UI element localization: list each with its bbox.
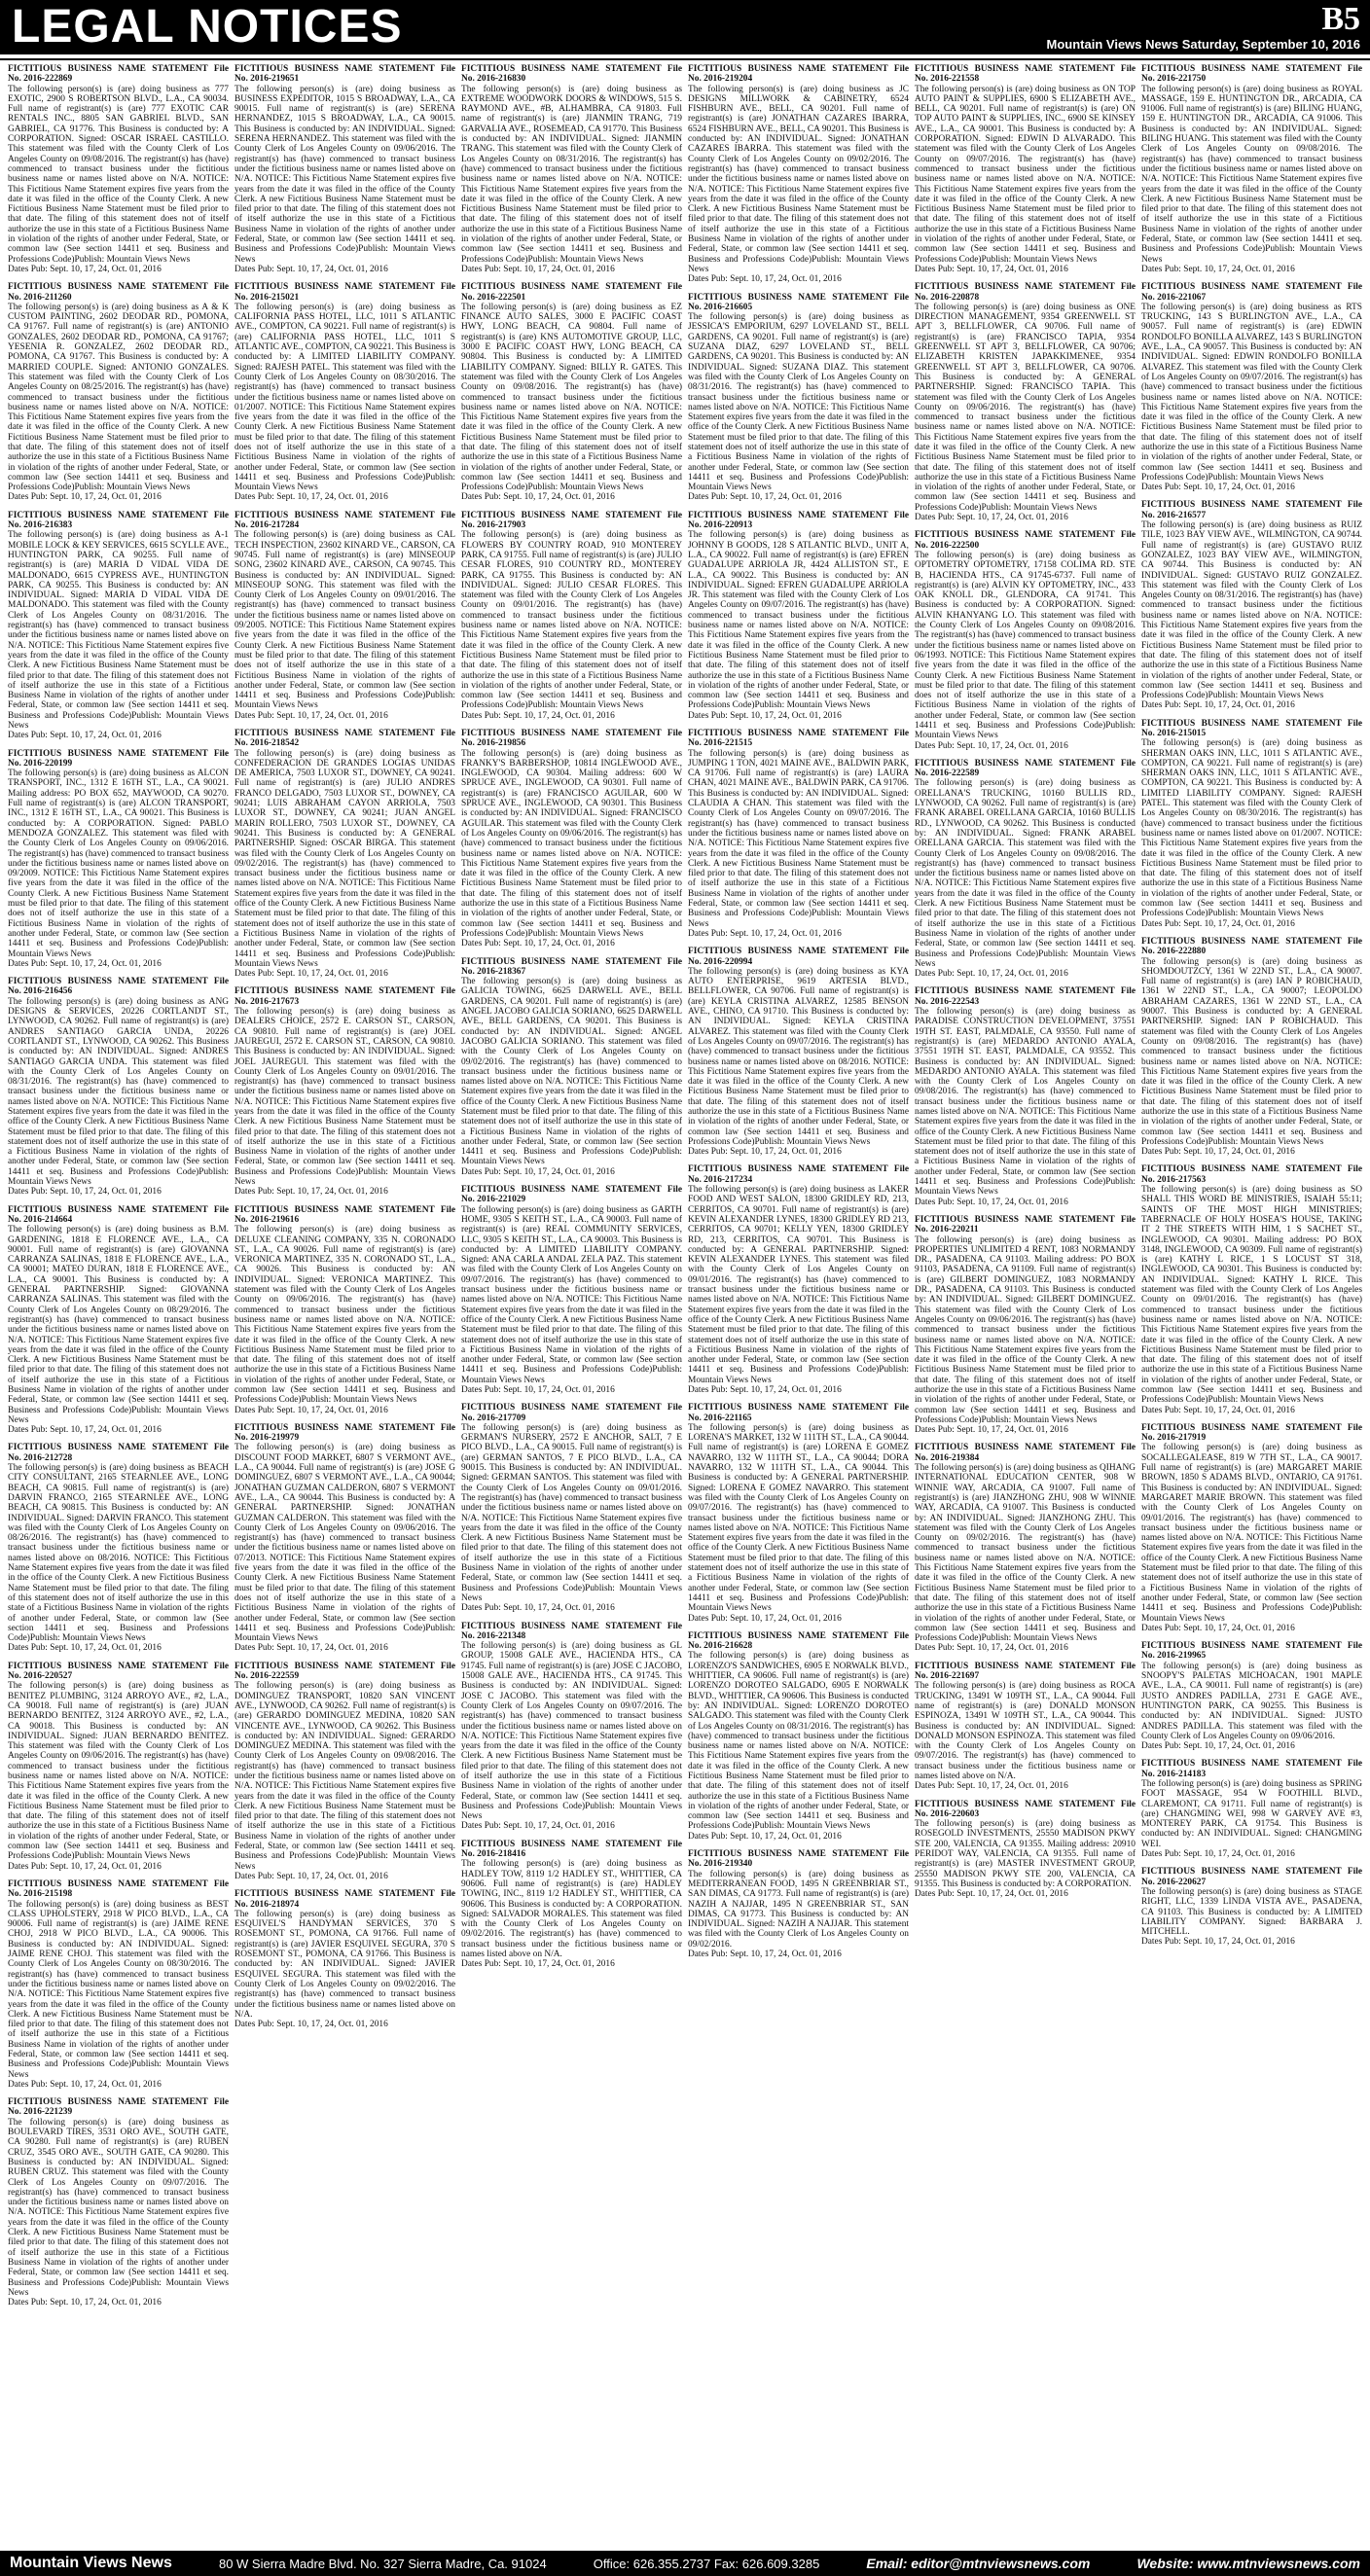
- notice-publish-dates: Dates Pub: Sept. 10, 17, 24, Oct. 01, 2016: [234, 1643, 388, 1654]
- notice-column: [461, 64, 682, 2543]
- footer-paper-name: Mountain Views News: [10, 2555, 172, 2571]
- footer-phone-fax: Office: 626.355.2737 Fax: 626.609.3285: [593, 2556, 820, 2571]
- notice-heading: FICTITIOUS BUSINESS NAME STATEMENT File No. 2016-217234: [688, 1164, 909, 1185]
- notice-publish-dates: Dates Pub: Sept. 10, 17, 24, Oct. 01, 2016: [461, 264, 615, 274]
- notice-body: The following person(s) is (are) doing business as RTS TRUCKING, 143 S BURLINGTON AVE., L.A., CA 90057. Full name of registrant(s) is (are) EDWIN RONDOLFO BONILLA ALVAREZ, 143 S BURLINGTON AVE., L.A., CA 90057. This Business is conducted by: AN INDIVIDUAL. Signed: EDWIN RONDOLFO BONILLA ALVAREZ. This statement was filed with the County Clerk of Los Angeles County on 09/07/2016. The registrant(s) has (have) commenced to transact business under the fictitious business name or names listed above on N/A. NOTICE: This Fictitious Name Statement expires five years from the date it was filed in the office of the County Clerk. A new Fictitious Business Name Statement must be filed prior to that date. The filing of this statement does not of itself authorize the use in this state of a Fictitious Business Name in violation of the rights of another under Federal, State, or common law (See section 14411 et seq. Business and Professions Code)Publish: Mountain Views News: [1141, 302, 1362, 483]
- notice-publish-dates: Dates Pub: Sept. 10, 17, 24, Oct. 01, 2016: [688, 1147, 842, 1158]
- legal-notice: [234, 1662, 455, 1882]
- notice-heading: FICTITIOUS BUSINESS NAME STATEMENT File No. 2016-217709: [461, 1403, 682, 1423]
- legal-notice: [461, 511, 682, 721]
- notice-heading: FICTITIOUS BUSINESS NAME STATEMENT File No. 2016-218416: [461, 1839, 682, 1860]
- notice-heading: FICTITIOUS BUSINESS NAME STATEMENT File No. 2016-218542: [234, 729, 455, 749]
- legal-notice: [1141, 719, 1362, 929]
- notice-heading: FICTITIOUS BUSINESS NAME STATEMENT File No. 2016-222559: [234, 1661, 455, 1682]
- notice-body: The following person(s) is (are) doing business as QIHANG INTERNATIONAL EDUCATION CENTER, 908 W WINNIE WAY, ARCADIA, CA 91007. Full name of registrant(s) is (are) JIANZHONG ZHU, 908 W WINNIE WAY, ARCADIA, CA 91007. This Business is conducted by: AN INDIVIDUAL. Signed: JIANZHONG ZHU. This statement was filed with the County Clerk of Los Angeles County on 09/02/2016. The registrant(s) has (have) commenced to transact business under the fictitious business name or names listed above on N/A. NOTICE: This Fictitious Name Statement expires five years from the date it was filed in the office of the County Clerk. A new Fictitious Business Name Statement must be filed prior to that date. The filing of this statement does not of itself authorize the use in this state of a Fictitious Business Name in violation of the rights of another under Federal, State, or common law (See section 14411 et seq. Business and Professions Code)Publish: Mountain Views News: [915, 1463, 1136, 1644]
- notice-heading: FICTITIOUS BUSINESS NAME STATEMENT File No. 2016-216383: [8, 510, 229, 531]
- legal-notice: [1141, 1641, 1362, 1751]
- legal-notice: [234, 511, 455, 721]
- notice-body: The following person(s) is (are) doing business as RUIZ TILE, 1023 BAY VIEW AVE., WILMINGTON, CA 90744. Full name of registrant(s) is (are) GUSTAVO RUIZ GONZALEZ, 1023 BAY VIEW AVE., WILMINGTON, CA 90744. This Business is conducted by: AN INDIVIDUAL. Signed: GUSTAVO RUIZ GONZALEZ. This statement was filed with the County Clerk of Los Angeles County on 08/31/2016. The registrant(s) has (have) commenced to transact business under the fictitious business name or names listed above on N/A. NOTICE: This Fictitious Name Statement expires five years from the date it was filed in the office of the County Clerk. A new Fictitious Business Name Statement must be filed prior to that date. The filing of this statement does not of itself authorize the use in this state of a Fictitious Business Name in violation of the rights of another under Federal, State, or common law (See section 14411 et seq. Business and Professions Code)Publish: Mountain Views News: [1141, 520, 1362, 701]
- masthead-rule: [0, 58, 1370, 60]
- notice-heading: FICTITIOUS BUSINESS NAME STATEMENT File No. 2016-222869: [8, 64, 229, 85]
- legal-notice: [688, 511, 909, 721]
- notice-heading: FICTITIOUS BUSINESS NAME STATEMENT File No. 2016-222543: [915, 986, 1136, 1007]
- notice-body: The following person(s) is (are) doing business as BOULEVARD TIRES, 3531 ORO AVE., SOUTH GATE, CA 90280. Full name of registrant(s) is (are) RUBEN CRUZ, 3545 ORO AVE., SOUTH GATE, CA 90280. This Business is conducted by: AN INDIVIDUAL. Signed: RUBEN CRUZ. This statement was filed with the County Clerk of Los Angeles County on 09/07/2016. The registrant(s) has (have) commenced to transact business under the fictitious business name or names listed above on N/A. NOTICE: This Fictitious Name Statement expires five years from the date it was filed in the office of the County Clerk. A new Fictitious Business Name Statement must be filed prior to that date. The filing of this statement does not of itself authorize the use in this state of a Fictitious Business Name in violation of the rights of another under Federal, State, or common law (See section 14411 et seq. Business and Professions Code)Publish: Mountain Views News: [8, 2117, 229, 2298]
- notice-column: [1141, 64, 1362, 2543]
- notice-publish-dates: Dates Pub: Sept. 10, 17, 24, Oct. 01, 2016: [915, 264, 1068, 274]
- legal-notice: [688, 729, 909, 939]
- notice-heading: FICTITIOUS BUSINESS NAME STATEMENT File No. 2016-218974: [234, 1889, 455, 1910]
- notice-body: The following person(s) is (are) doing business as FRANKY'S BARBERSHOP, 10814 INGLEWOOD AVE., INGLEWOOD, CA 90304. Mailing address: 600 W SPRUCE AVE., INGLEWOOD, CA 90301. Full name of registrant(s) is (are) FRANCISCO AGUILAR, 600 W SPRUCE AVE., INGLEWOOD, CA 90301. This Business is conducted by: AN INDIVIDUAL. Signed: FRANCISCO AGUILAR. This statement was filed with the County Clerk of Los Angeles County on 09/06/2016. The registrant(s) has (have) commenced to transact business under the fictitious business name or names listed above on N/A. NOTICE: This Fictitious Name Statement expires five years from the date it was filed in the office of the County Clerk. A new Fictitious Business Name Statement must be filed prior to that date. The filing of this statement does not of itself authorize the use in this state of a Fictitious Business Name in violation of the rights of another under Federal, State, or common law (See section 14411 et seq. Business and Professions Code)Publish: Mountain Views News: [461, 748, 682, 939]
- notice-heading: FICTITIOUS BUSINESS NAME STATEMENT File No. 2016-221029: [461, 1185, 682, 1205]
- notice-publish-dates: Dates Pub: Sept. 10, 17, 24, Oct. 01, 2016: [234, 264, 388, 274]
- notice-heading: FICTITIOUS BUSINESS NAME STATEMENT File No. 2016-221558: [915, 64, 1136, 85]
- notice-heading: FICTITIOUS BUSINESS NAME STATEMENT File No. 2016-220527: [8, 1661, 229, 1682]
- notice-heading: FICTITIOUS BUSINESS NAME STATEMENT File No. 2016-221697: [915, 1661, 1136, 1682]
- notice-publish-dates: Dates Pub: Sept. 10, 17, 24, Oct. 01, 2016: [1141, 1937, 1295, 1948]
- notice-body: The following person(s) is (are) doing business as SO SHALL THIS WORD BE MINISTRIES, ISAIAH 55:11; SAINTS OF THE MOST HIGH MINISTRIES; TABERNACLE OF HOLY HOSEA'S HOUSE, TAKING IT 2 THE STREETS WITH HIM, 1 S SACHET ST., INGLEWOOD, CA 90301. Mailing address: PO BOX 3148, INGLEWOOD, CA 90309. Full name of registrant(s) is (are) KATHY L RICE, 1 S LOCUST ST 318, INGLEWOOD, CA 90301. This Business is conducted by: AN INDIVIDUAL. Signed: KATHY L RICE. This statement was filed with the County Clerk of Los Angeles County on 09/01/2016. The registrant(s) has (have) commenced to transact business under the fictitious business name or names listed above on N/A. NOTICE: This Fictitious Name Statement expires five years from the date it was filed in the office of the County Clerk. A new Fictitious Business Name Statement must be filed prior to that date. The filing of this statement does not of itself authorize the use in this state of a Fictitious Business Name in violation of the rights of another under Federal, State, or common law (See section 14411 et seq. Business and Professions Code)Publish: Mountain Views News: [1141, 1185, 1362, 1406]
- notice-heading: FICTITIOUS BUSINESS NAME STATEMENT File No. 2016-220994: [688, 947, 909, 967]
- notice-body: The following person(s) is (are) doing business as MEDITERRANEAN FOOD, 1495 N GREENBRIAR ST., SAN DIMAS, CA 91773. Full name of registrant(s) is (are) NAZIH A NAJJAR, 1495 N GREENBRIAR ST., SAN DIMAS, CA 91773. This Business is conducted by: AN INDIVIDUAL. Signed: NAZIH A NAJJAR. This statement was filed with the County Clerk of Los Angeles County on 09/02/2016.: [688, 1869, 909, 1950]
- footer-address: 80 W Sierra Madre Blvd. No. 327 Sierra Madre, Ca. 91024: [218, 2556, 547, 2571]
- legal-notice: [461, 1622, 682, 1832]
- legal-notice: [915, 1443, 1136, 1653]
- notice-body: The following person(s) is (are) doing business as ALCON TRANSPORT, INC., 1312 E 16TH ST., L.A., CA 90021. Mailing address: PO BOX 652, MAYWOOD, CA 90270. Full name of registrant(s) is (are) ALCON TRANSPORT, INC., 1312 E 16TH ST., L.A., CA 90021. This Business is conducted by: A CORPORATION. Signed: PABLO MENDOZA GONZALEZ. This statement was filed with the County Clerk of Los Angeles County on 09/06/2016. The registrant(s) has (have) commenced to transact business under the fictitious business name or names listed above on 09/2009. NOTICE: This Fictitious Name Statement expires five years from the date it was filed in the office of the County Clerk. A new Fictitious Business Name Statement must be filed prior to that date. The filing of this statement does not of itself authorize the use in this state of a Fictitious Business Name in violation of the rights of another under Federal, State, or common law (See section 14411 et seq. Business and Professions Code)Publish: Mountain Views News: [8, 769, 229, 959]
- notice-heading: FICTITIOUS BUSINESS NAME STATEMENT File No. 2016-219616: [234, 1204, 455, 1225]
- notice-body: The following person(s) is (are) doing business as ORELLANA'S TRUCKING, 10160 BULLIS RD., LYNWOOD, CA 90262. Full name of registrant(s) is (are) FRANK ARABEL ORELLANA GARCIA, 10160 BULLIS RD., LYNWOOD, CA 90262. This Business is conducted by: AN INDIVIDUAL. Signed: FRANK ARABEL ORELLANA GARCIA. This statement was filed with the County Clerk of Los Angeles County on 09/08/2016. The registrant(s) has (have) commenced to transact business under the fictitious business name or names listed above on N/A. NOTICE: This Fictitious Name Statement expires five years from the date it was filed in the office of the County Clerk. A new Fictitious Business Name Statement must be filed prior to that date. The filing of this statement does not of itself authorize the use in this state of a Fictitious Business Name in violation of the rights of another under Federal, State, or common law (See section 14411 et seq. Business and Professions Code)Publish: Mountain Views News: [915, 778, 1136, 969]
- notice-heading: FICTITIOUS BUSINESS NAME STATEMENT File No. 2016-221067: [1141, 282, 1362, 303]
- notice-body: The following person(s) is (are) doing business as PARADISE CONSTRUCTION DEVELOPMENT, 37551 19TH ST. EAST, PALMDALE, CA 93550. Full name of registrant(s) is (are) MEDARDO ANTONIO AYALA, 37551 19TH ST. EAST, PALMDALE, CA 93552. This Business is conducted by: AN INDIVIDUAL. Signed: MEDARDO ANTONIO AYALA. This statement was filed with the County Clerk of Los Angeles County on 09/08/2016. The registrant(s) has (have) commenced to transact business under the fictitious business name or names listed above on N/A. NOTICE: This Fictitious Name Statement expires five years from the date it was filed in the office of the County Clerk. A new Fictitious Business Name Statement must be filed prior to that date. The filing of this statement does not of itself authorize the use in this state of a Fictitious Business Name in violation of the rights of another under Federal, State, or common law (See section 14411 et seq. Business and Professions Code)Publish: Mountain Views News: [915, 1007, 1136, 1198]
- notice-publish-dates: Dates Pub: Sept. 10, 17, 24, Oct. 01, 2016: [234, 1405, 388, 1415]
- notice-body: The following person(s) is (are) doing business as BUSINESS EXPEDITOR, 1015 S BROADWAY, L.A., CA 90015. Full name of registrant(s) is (are) SERENA HERNANDEZ, 1015 S BROADWAY, L.A., CA 90015. This Business is conducted by: AN INDIVIDUAL. Signed: SERENA HERNANDEZ. This statement was filed with the County Clerk of Los Angeles County on 09/06/2016. The registrant(s) has (have) commenced to transact business under the fictitious business name or names listed above on N/A. NOTICE: This Fictitious Name Statement expires five years from the date it was filed in the office of the County Clerk. A new Fictitious Business Name Statement must be filed prior to that date. The filing of this statement does not of itself authorize the use in this state of a Fictitious Business Name in violation of the rights of another under Federal, State, or common law (See section 14411 et seq. Business and Professions Code)Publish: Mountain Views News: [234, 84, 455, 265]
- notice-body: The following person(s) is (are) doing business as BENITEZ PLUMBING, 3124 ARROYO AVE., #2, L.A., CA 90018. Full name of registrant(s) is (are) JUAN BERNARDO BENITEZ, 3124 ARROYO AVE., #2, L.A., CA 90018. This Business is conducted by: AN INDIVIDUAL. Signed: JUAN BERNARDO BENITEZ. This statement was filed with the County Clerk of Los Angeles County on 09/06/2016. The registrant(s) has (have) commenced to transact business under the fictitious business name or names listed above on N/A. NOTICE: This Fictitious Name Statement expires five years from the date it was filed in the office of the County Clerk. A new Fictitious Business Name Statement must be filed prior to that date. The filing of this statement does not of itself authorize the use in this state of a Fictitious Business Name in violation of the rights of another under Federal, State, or common law (See section 14411 et seq. Business and Professions Code)Publish: Mountain Views News: [8, 1681, 229, 1862]
- notice-body: The following person(s) is (are) doing business as STAGE RIGHT, LLC, 1339 LINDA VISTA AVE., PASADENA, CA 91103. This Business is conducted by: A LIMITED LIABILITY COMPANY. Signed: BARBARA J. MITCHELL.: [1141, 1886, 1362, 1938]
- notice-body: The following person(s) is (are) doing business as ANG DESIGNS & SERVICES, 20226 CORTLANDT ST., LYNWOOD, CA 90262. Full name of registrant(s) is (are) ANDRES SANTIAGO GARCIA UNDA, 20226 CORTLANDT ST., LYNWOOD, CA 90262. This Business is conducted by: AN INDIVIDUAL. Signed: ANDRES SANTIAGO GARCIA UNDA. This statement was filed with the County Clerk of Los Angeles County on 08/31/2016. The registrant(s) has (have) commenced to transact business under the fictitious business name or names listed above on N/A. NOTICE: This Fictitious Name Statement expires five years from the date it was filed in the office of the County Clerk. A new Fictitious Business Name Statement must be filed prior to that date. The filing of this statement does not of itself authorize the use in this state of a Fictitious Business Name in violation of the rights of another under Federal, State, or common law (See section 14411 et seq. Business and Professions Code)Publish: Mountain Views News: [8, 996, 229, 1188]
- notice-publish-dates: Dates Pub: Sept. 10, 17, 24, Oct. 01, 2016: [915, 1781, 1068, 1792]
- notice-publish-dates: Dates Pub: Sept. 10, 17, 24, Oct. 01, 2016: [461, 1821, 615, 1832]
- notice-body: The following person(s) is (are) doing business as PROPERTIES UNLIMITED 4 RENT, 1083 NORMANDY DR., PASADENA, CA 91103. Mailing address: PO BOX 91103, PASADENA, CA 91109. Full name of registrant(s) is (are) GILBERT DOMINGUEZ, 1083 NORMANDY DR., PASADENA, CA 91103. This Business is conducted by: AN INDIVIDUAL. Signed: GILBERT DOMINGUEZ. This statement was filed with the County Clerk of Los Angeles County on 09/06/2016. The registrant(s) has (have) commenced to transact business under the fictitious business name or names listed above on N/A. NOTICE: This Fictitious Name Statement expires five years from the date it was filed in the office of the County Clerk. A new Fictitious Business Name Statement must be filed prior to that date. The filing of this statement does not of itself authorize the use in this state of a Fictitious Business Name in violation of the rights of another under Federal, State, or common law (See section 14411 et seq. Business and Professions Code)Publish: Mountain Views News: [915, 1234, 1136, 1425]
- notice-publish-dates: Dates Pub: Sept. 10, 17, 24, Oct. 01, 2016: [8, 958, 162, 969]
- notice-publish-dates: Dates Pub: Sept. 10, 17, 24, Oct. 01, 2016: [8, 1861, 162, 1872]
- notice-publish-dates: Dates Pub: Sept. 10, 17, 24, Oct. 01, 2016: [688, 1950, 842, 1960]
- masthead: [0, 0, 1370, 54]
- legal-notice: [8, 749, 229, 970]
- legal-notice: [8, 1443, 229, 1653]
- notice-column: [688, 64, 909, 2543]
- notice-publish-dates: Dates Pub: Sept. 10, 17, 24, Oct. 01, 2016: [234, 492, 388, 503]
- notice-publish-dates: Dates Pub: Sept. 10, 17, 24, Oct. 01, 2016: [915, 513, 1068, 523]
- notice-heading: FICTITIOUS BUSINESS NAME STATEMENT File No. 2016-221239: [8, 2097, 229, 2118]
- notice-heading: FICTITIOUS BUSINESS NAME STATEMENT File No. 2016-217919: [1141, 1422, 1362, 1444]
- notice-publish-dates: Dates Pub: Sept. 10, 17, 24, Oct. 01, 2016: [234, 1871, 388, 1881]
- notice-body: The following person(s) is (are) doing business as CALIFORNIA PASS HOTEL, LLC, 1011 S ATLANTIC AVE., COMPTON, CA 90221. Full name of registrant(s) is (are) CALIFORNIA PASS HOTEL, LLC, 1011 S ATLANTIC AVE., COMPTON, CA 90221. This Business is conducted by: A LIMITED LIABILITY COMPANY. Signed: RAJESH PATEL. This statement was filed with the County Clerk of Los Angeles County on 08/30/2016. The registrant(s) has (have) commenced to transact business under the fictitious business name or names listed above on 01/2007. NOTICE: This Fictitious Name Statement expires five years from the date it was filed in the office of the County Clerk. A new Fictitious Business Name Statement must be filed prior to that date. The filing of this statement does not of itself authorize the use in this state of a Fictitious Business Name in violation of the rights of another under Federal, State, or common law (See section 14411 et seq. Business and Professions Code)Publish: Mountain Views News: [234, 302, 455, 493]
- page-label: B5: [1321, 1, 1360, 37]
- notice-body: The following person(s) is (are) doing business as LORENA'S MARKET, 132 W 111TH ST., L.A., CA 90044. Full name of registrant(s) is (are) LORENA E GOMEZ NAVARRO, 132 W 111TH ST., L.A., CA 90044; DORA NAVARRO, 132 W 111TH ST., L.A., CA 90044. This Business is conducted by: A GENERAL PARTNERSHIP. Signed: LORENA E GOMEZ NAVARRO. This statement was filed with the County Clerk of Los Angeles County on 09/07/2016. The registrant(s) has (have) commenced to transact business under the fictitious business name or names listed above on N/A. NOTICE: This Fictitious Name Statement expires five years from the date it was filed in the office of the County Clerk. A new Fictitious Business Name Statement must be filed prior to that date. The filing of this statement does not of itself authorize the use in this state of a Fictitious Business Name in violation of the rights of another under Federal, State, or common law (See section 14411 et seq. Business and Professions Code)Publish: Mountain Views News: [688, 1422, 909, 1614]
- notice-heading: FICTITIOUS BUSINESS NAME STATEMENT File No. 2016-221750: [1141, 64, 1362, 85]
- notice-publish-dates: Dates Pub: Sept. 10, 17, 24, Oct. 01, 2016: [461, 1385, 615, 1395]
- notice-heading: FICTITIOUS BUSINESS NAME STATEMENT File No. 2016-215198: [8, 1878, 229, 1900]
- legal-notice: [8, 282, 229, 503]
- notice-body: The following person(s) is (are) doing business as ESQUIVEL'S HANDYMAN SERVICES, 370 S ROSEMONT ST., POMONA, CA 91766. Full name of registrant(s) is (are) JAVIER ESQUIVEL SEGURA, 370 S ROSEMONT ST., POMONA, CA 91766. This Business is conducted by: AN INDIVIDUAL. Signed: JAVIER ESQUIVEL SEGURA. This statement was filed with the County Clerk of Los Angeles County on 09/02/2016. The registrant(s) has (have) commenced to transact business under the fictitious business name or names listed above on N/A.: [234, 1909, 455, 2020]
- legal-notice: [688, 293, 909, 503]
- notice-publish-dates: Dates Pub: Sept. 10, 17, 24, Oct. 01, 2016: [8, 492, 162, 503]
- legal-notice: [234, 729, 455, 979]
- notice-column: [8, 64, 229, 2543]
- notice-heading: FICTITIOUS BUSINESS NAME STATEMENT File No. 2016-219340: [688, 1849, 909, 1870]
- notice-heading: FICTITIOUS BUSINESS NAME STATEMENT File No. 2016-218367: [461, 956, 682, 977]
- notice-heading: FICTITIOUS BUSINESS NAME STATEMENT File No. 2016-220211: [915, 1214, 1136, 1235]
- legal-notice: [8, 64, 229, 274]
- notice-body: The following person(s) is (are) doing business as DISCOUNT FOOD MARKET, 6807 S VERMONT AVE., L.A., CA 90044. Full name of registrant(s) is (are) JOSE G DOMINGUEZ, 6807 S VERMONT AVE., L.A., CA 90044; JONATHAN GUZMAN CALDERON, 6807 S VERMONT AVE., L.A., CA 90044. This Business is conducted by: A GENERAL PARTNERSHIP. Signed: JONATHAN GUZMAN CALDERON. This statement was filed with the County Clerk of Los Angeles County on 09/06/2016. The registrant(s) has (have) commenced to transact business under the fictitious business name or names listed above on 07/2013. NOTICE: This Fictitious Name Statement expires five years from the date it was filed in the office of the County Clerk. A new Fictitious Business Name Statement must be filed prior to that date. The filing of this statement does not of itself authorize the use in this state of a Fictitious Business Name in violation of the rights of another under Federal, State, or common law (See section 14411 et seq. Business and Professions Code)Publish: Mountain Views News: [234, 1443, 455, 1644]
- footer-website[interactable]: Website: www.mtnviewsnews.com: [1136, 2556, 1360, 2571]
- notice-heading: FICTITIOUS BUSINESS NAME STATEMENT File No. 2016-217284: [234, 510, 455, 531]
- legal-notice: [234, 64, 455, 274]
- notice-publish-dates: Dates Pub: Sept. 10, 17, 24, Oct. 01, 2016: [915, 1197, 1068, 1207]
- notice-publish-dates: Dates Pub: Sept. 10, 17, 24, Oct. 01, 2016: [1141, 483, 1295, 493]
- notice-publish-dates: Dates Pub: Sept. 10, 17, 24, Oct. 01, 2016: [1141, 1849, 1295, 1860]
- notice-heading: FICTITIOUS BUSINESS NAME STATEMENT File No. 2016-222501: [461, 282, 682, 303]
- notice-publish-dates: Dates Pub: Sept. 10, 17, 24, Oct. 01, 2016: [8, 264, 162, 274]
- notice-publish-dates: Dates Pub: Sept. 10, 17, 24, Oct. 01, 2016: [8, 1643, 162, 1654]
- notice-body: The following person(s) is (are) doing business as JOHNNY B GOODS, 128 S ATLANTIC BLVD., UNIT A, L.A., CA 90022. Full name of registrant(s) is (are) EFREN GUADALUPE ARRIOLA JR, 4424 ALLISTON ST., E L.A., CA 90022. This Business is conducted by: AN INDIVIDUAL. Signed: EFREN GUADALUPE ARRIOLA JR. This statement was filed with the County Clerk of Los Angeles County on 09/07/2016. The registrant(s) has (have) commenced to transact business under the fictitious business name or names listed above on N/A. NOTICE: This Fictitious Name Statement expires five years from the date it was filed in the office of the County Clerk. A new Fictitious Business Name Statement must be filed prior to that date. The filing of this statement does not of itself authorize the use in this state of a Fictitious Business Name in violation of the rights of another under Federal, State, or common law (See section 14411 et seq. Business and Professions Code)Publish: Mountain Views News: [688, 530, 909, 711]
- notice-publish-dates: Dates Pub: Sept. 10, 17, 24, Oct. 01, 2016: [234, 2020, 388, 2030]
- legal-notice: [1141, 1423, 1362, 1633]
- notice-heading: FICTITIOUS BUSINESS NAME STATEMENT File No. 2016-214664: [8, 1204, 229, 1225]
- notice-body: The following person(s) is (are) doing business as CAL TECH INSPECTION, 23602 KINARD VE., CARSON, CA 90745. Full name of registrant(s) is (are) MINSEOUP SONG, 23602 KINARD AVE., CARSON, CA 90745. This Business is conducted by: AN INDIVIDUAL. Signed: MINSEOUP SONG. This statement was filed with the County Clerk of Los Angeles County on 09/01/2016. The registrant(s) has (have) commenced to transact business under the fictitious business name or names listed above on 09/2005. NOTICE: This Fictitious Name Statement expires five years from the date it was filed in the office of the County Clerk. A new Fictitious Business Name Statement must be filed prior to that date. The filing of this statement does not of itself authorize the use in this state of a Fictitious Business Name in violation of the rights of another under Federal, State, or common law (See section 14411 et seq. Business and Professions Code)Publish: Mountain Views News: [234, 530, 455, 711]
- section-title: LEGAL NOTICES: [12, 1, 403, 53]
- notice-publish-dates: Dates Pub: Sept. 10, 17, 24, Oct. 01, 2016: [234, 710, 388, 721]
- notice-heading: FICTITIOUS BUSINESS NAME STATEMENT File No. 2016-216830: [461, 64, 682, 85]
- notice-publish-dates: Dates Pub: Sept. 10, 17, 24, Oct. 01, 2016: [461, 1603, 615, 1614]
- notice-publish-dates: Dates Pub: Sept. 10, 17, 24, Oct. 01, 2016: [1141, 1405, 1295, 1415]
- notice-body: The following person(s) is (are) doing business as SPRING FOOT MASSAGE, 954 W FOOTHILL BLVD., CLAREMONT, CA 91711. Full name of registrant(s) is (are) CHANGMING WEI, 998 W GARVEY AVE #3, MONTEREY PARK, CA 91754. This Business is conducted by: AN INDIVIDUAL. Signed: CHANGMING WEI.: [1141, 1778, 1362, 1849]
- legal-notice: [234, 282, 455, 503]
- notice-publish-dates: Dates Pub: Sept. 10, 17, 24, Oct. 01, 2016: [8, 731, 162, 741]
- notice-publish-dates: Dates Pub: Sept. 10, 17, 24, Oct. 01, 2016: [234, 1187, 388, 1198]
- notice-body: The following person(s) is (are) doing business as FLOWERS BY COUNTRY ROAD, 910 MONTEREY PARK, CA 91755. Full name of registrant(s) is (are) JULIO CESAR FLORES, 910 COUNTRY RD., MONTEREY PARK, CA 91755. This Business is conducted by: AN INDIVIDUAL. Signed: JULIO CESAR FLORES. This statement was filed with the County Clerk of Los Angeles County on 09/01/2016. The registrant(s) has (have) commenced to transact business under the fictitious business name or names listed above on N/A. NOTICE: This Fictitious Name Statement expires five years from the date it was filed in the office of the County Clerk. A new Fictitious Business Name Statement must be filed prior to that date. The filing of this statement does not of itself authorize the use in this state of a Fictitious Business Name in violation of the rights of another under Federal, State, or common law (See section 14411 et seq. Business and Professions Code)Publish: Mountain Views News: [461, 530, 682, 711]
- legal-notice: [915, 530, 1136, 751]
- notice-body: The following person(s) is (are) doing business as DOMINGUEZ TRANSPORT, 10820 SAN VINCENT AVE., LYNWOOD, CA 90262. Full name of registrant(s) is (are) GERARDO DOMINGUEZ MEDINA, 10820 SAN VINCENTE AVE., LYNWOOD, CA 90262. This Business is conducted by: AN INDIVIDUAL. Signed: GERARDO DOMINGUEZ MEDINA. This statement was filed with the County Clerk of Los Angeles County on 09/08/2016. The registrant(s) has (have) commenced to transact business under the fictitious business name or names listed above on N/A. NOTICE: This Fictitious Name Statement expires five years from the date it was filed in the office of the County Clerk. A new Fictitious Business Name Statement must be filed prior to that date. The filing of this statement does not of itself authorize the use in this state of a Fictitious Business Name in violation of the rights of another under Federal, State, or common law (See section 14411 et seq. Business and Professions Code)Publish: Mountain Views News: [234, 1681, 455, 1872]
- legal-notice: [915, 1215, 1136, 1436]
- legal-notice: [1141, 64, 1362, 274]
- notice-publish-dates: Dates Pub: Sept. 10, 17, 24, Oct. 01, 2016: [1141, 1147, 1295, 1158]
- legal-notice: [1141, 500, 1362, 710]
- notice-body: The following person(s) is (are) doing business as SOCALLEGALEASE, 819 W 7TH ST., L.A., CA 90017. Full name of registrant(s) is (are) MARGARET MARIE BROWN, 1850 S ADAMS BLVD., ONTARIO, CA 91761. This Business is conducted by: AN INDIVIDUAL. Signed: MARGARET MARIE BROWN. This statement was filed with the County Clerk of Los Angeles County on 09/01/2016. The registrant(s) has (have) commenced to transact business under the fictitious business name or names listed above on N/A. NOTICE: This Fictitious Name Statement expires five years from the date it was filed in the office of the County Clerk. A new Fictitious Business Name Statement must be filed prior to that date. The filing of this statement does not of itself authorize the use in this state of a Fictitious Business Name in violation of the rights of another under Federal, State, or common law (See section 14411 et seq. Business and Professions Code)Publish: Mountain Views News: [1141, 1443, 1362, 1624]
- notice-heading: FICTITIOUS BUSINESS NAME STATEMENT File No. 2016-216456: [8, 977, 229, 997]
- notice-heading: FICTITIOUS BUSINESS NAME STATEMENT File No. 2016-219965: [1141, 1641, 1362, 1662]
- legal-notice: [8, 2097, 229, 2308]
- notice-body: The following person(s) is (are) doing business as LAKER FOOD AND WEST SALON, 18300 GRIDLEY RD, 213, CERRITOS, CA 90701. Full name of registrant(s) is (are) KEVIN ALEXANDER LYNES, 18300 GRIDLEY RD 213, CERRITOS, CA 90701; KELLY YEN, 18300 GRIDLEY RD, 213, CERRITOS, CA 90701. This Business is conducted by: A GENERAL PARTNERSHIP. Signed: KEVIN ALEXANDER LYNES. This statement was filed with the County Clerk of Los Angeles County on 09/01/2016. The registrant(s) has (have) commenced to transact business under the fictitious business name or names listed above on N/A. NOTICE: This Fictitious Name Statement expires five years from the date it was filed in the office of the County Clerk. A new Fictitious Business Name Statement must be filed prior to that date. The filing of this statement does not of itself authorize the use in this state of a Fictitious Business Name in violation of the rights of another under Federal, State, or common law (See section 14411 et seq. Business and Professions Code)Publish: Mountain Views News: [688, 1185, 909, 1385]
- notice-body: The following person(s) is (are) doing business as GL GROUP, 15008 GALE AVE., HACIENDA HTS., CA 91745. Full name of registrant(s) is (are) JOSE C JACOBO, 15008 GALE AVE., HACIENDA HTS., CA 91745. This Business is conducted by: AN INDIVIDUAL. Signed: JOSE C JACOBO. This statement was filed with the County Clerk of Los Angeles County on 09/07/2016. The registrant(s) has (have) commenced to transact business under the fictitious business name or names listed above on N/A. NOTICE: This Fictitious Name Statement expires five years from the date it was filed in the office of the County Clerk. A new Fictitious Business Name Statement must be filed prior to that date. The filing of this statement does not of itself authorize the use in this state of a Fictitious Business Name in violation of the rights of another under Federal, State, or common law (See section 14411 et seq. Business and Professions Code)Publish: Mountain Views News: [461, 1641, 682, 1822]
- notice-body: The following person(s) is (are) doing business as CONFEDERACION DE GRANDES LOGIAS UNIDAS DE AMERICA, 7503 LUXOR ST., DOWNEY, CA 90241. Full name of registrant(s) is (are) JULIO ANDRES FRANCO DELGADO, 7503 LUXOR ST., DOWNEY, CA 90241; LUIS ABRAHAM CAYON ARRIOLA, 7503 LUXOR ST., DOWNEY, CA 90241; JUAN ANGEL MARIN ROLLERO, 7503 LUXOR ST., DOWNEY, CA 90241. This Business is conducted by: A GENERAL PARTNERSHIP. Signed: OSCAR BIRGA. This statement was filed with the County Clerk of Los Angeles County on 09/02/2016. The registrant(s) has (have) commenced to transact business under the fictitious business name or names listed above on N/A. NOTICE: This Fictitious Name Statement expires five years from the date it was filed in the office of the County Clerk. A new Fictitious Business Name Statement must be filed prior to that date. The filing of this statement does not of itself authorize the use in this state of a Fictitious Business Name in violation of the rights of another under Federal, State, or common law (See section 14411 et seq. Business and Professions Code)Publish: Mountain Views News: [234, 748, 455, 969]
- notice-publish-dates: Dates Pub: Sept. 10, 17, 24, Oct. 01, 2016: [915, 740, 1068, 751]
- notice-body: The following person(s) is (are) doing business as HADLEY TOW, 8119 1/2 HADLEY ST., WHITTIER, CA 90606. Full name of registrant(s) is (are) HADLEY TOWING, INC., 8119 1/2 HADLEY ST., WHITTIER, CA 90606. This Business is conducted by: A CORPORATION. Signed: SALVADOR MORALES. This statement was filed with the County Clerk of Los Angeles County on 09/02/2016. The registrant(s) has (have) commenced to transact business under the fictitious business name or names listed above on N/A.: [461, 1859, 682, 1960]
- notice-heading: FICTITIOUS BUSINESS NAME STATEMENT File No. 2016-220878: [915, 282, 1136, 303]
- notice-body: The following person(s) is (are) doing business as DELUXE CLEANING COMPANY, 335 N. CORONADO ST., L.A., CA 90026. Full name of registrant(s) is (are) VERONICA MARTINEZ, 335 N. CORONADO ST., L.A., CA 90026. This Business is conducted by: AN INDIVIDUAL. Signed: VERONICA MARTINEZ. This statement was filed with the County Clerk of Los Angeles County on 09/06/2016. The registrant(s) has (have) commenced to transact business under the fictitious business name or names listed above on N/A. NOTICE: This Fictitious Name Statement expires five years from the date it was filed in the office of the County Clerk. A new Fictitious Business Name Statement must be filed prior to that date. The filing of this statement does not of itself authorize the use in this state of a Fictitious Business Name in violation of the rights of another under Federal, State, or common law (See section 14411 et seq. Business and Professions Code)Publish: Mountain Views News: [234, 1225, 455, 1406]
- legal-notice: [1141, 937, 1362, 1158]
- legal-notice: [234, 1423, 455, 1654]
- legal-notice: [1141, 1164, 1362, 1414]
- legal-notice: [8, 1879, 229, 2090]
- notice-heading: FICTITIOUS BUSINESS NAME STATEMENT File No. 2016-211260: [8, 282, 229, 303]
- notice-body: The following person(s) is (are) doing business as ON TOP AUTO PAINT & SUPPLIES, 6900 S ELIZABETH AVE., BELL, CA 90201. Full name of registrant(s) is (are) ON TOP AUTO PAINT & SUPPLIES, INC., 6900 SE KINSEY AVE., L.A., CA 90001. This Business is conducted by: A CORPORATION. Signed: EDWIN D ALVARADO. This statement was filed with the County Clerk of Los Angeles County on 09/07/2016. The registrant(s) has (have) commenced to transact business under the fictitious business name or names listed above on N/A. NOTICE: This Fictitious Name Statement expires five years from the date it was filed in the office of the County Clerk. A new Fictitious Business Name Statement must be filed prior to that date. The filing of this statement does not of itself authorize the use in this state of a Fictitious Business Name in violation of the rights of another under Federal, State, or common law (See section 14411 et seq. Business and Professions Code)Publish: Mountain Views News: [915, 84, 1136, 265]
- notice-heading: FICTITIOUS BUSINESS NAME STATEMENT File No. 2016-215021: [234, 282, 455, 303]
- notice-heading: FICTITIOUS BUSINESS NAME STATEMENT File No. 2016-219856: [461, 729, 682, 749]
- notice-body: The following person(s) is (are) doing business as B.M. GARDENING, 1818 E FLORENCE AVE., L.A., CA 90001. Full name of registrant(s) is (are) GIOVANNA CARRANZA SALINAS, 1818 E FLORENCE AVE., L.A., CA 90001; MATEO DURAN, 1818 E FLORENCE AVE., L.A., CA 90001. This Business is conducted by: A GENERAL PARTNERSHIP. Signed: GIOVANNA CARRANZA SALINAS. This statement was filed with the County Clerk of Los Angeles County on 08/29/2016. The registrant(s) has (have) commenced to transact business under the fictitious business name or names listed above on N/A. NOTICE: This Fictitious Name Statement expires five years from the date it was filed in the office of the County Clerk. A new Fictitious Business Name Statement must be filed prior to that date. The filing of this statement does not of itself authorize the use in this state of a Fictitious Business Name in violation of the rights of another under Federal, State, or common law (See section 14411 et seq. Business and Professions Code)Publish: Mountain Views News: [8, 1225, 229, 1425]
- notice-columns: [8, 64, 1362, 2543]
- legal-notice: [1141, 1867, 1362, 1947]
- notice-publish-dates: Dates Pub: Sept. 10, 17, 24, Oct. 01, 2016: [461, 939, 615, 949]
- notice-publish-dates: Dates Pub: Sept. 10, 17, 24, Oct. 01, 2016: [688, 492, 842, 503]
- legal-notice: [234, 1205, 455, 1415]
- notice-body: The following person(s) is (are) doing business as DEALERS CHOICE, 2572 E. CARSON ST., CARSON, CA 90810. Full name of registrant(s) is (are) JOEL JAUREGUI, 2572 E. CARSON ST., CARSON, CA 90810. This Business is conducted by: AN INDIVIDUAL. Signed: JOEL JAUREGUI. This statement was filed with the County Clerk of Los Angeles County on 09/01/2016. The registrant(s) has (have) commenced to transact business under the fictitious business name or names listed above on N/A. NOTICE: This Fictitious Name Statement expires five years from the date it was filed in the office of the County Clerk. A new Fictitious Business Name Statement must be filed prior to that date. The filing of this statement does not of itself authorize the use in this state of a Fictitious Business Name in violation of the rights of another under Federal, State, or common law (See section 14411 et seq. Business and Professions Code)Publish: Mountain Views News: [234, 1007, 455, 1188]
- notice-heading: FICTITIOUS BUSINESS NAME STATEMENT File No. 2016-214183: [1141, 1759, 1362, 1779]
- notice-body: The following person(s) is (are) doing business as SNOOPY'S PALETAS MICHOACAN, 1901 MAPLE AVE., L.A., CA 90011. Full name of registrant(s) is (are) JUSTO ANDRES PADILLA, 2731 E GAGE AVE., HUNTINGTON PARK, CA 90255. This Business is conducted by: AN INDIVIDUAL. Signed: JUSTO ANDRES PADILLA. This statement was filed with the County Clerk of Los Angeles County on 09/06/2016.: [1141, 1661, 1362, 1741]
- notice-publish-dates: Dates Pub: Sept. 10, 17, 24, Oct. 01, 2016: [234, 969, 388, 980]
- notice-body: The following person(s) is (are) doing business as GARTH HOME, 9305 S KEITH ST., L.A., CA 90003. Full name of registrant(s) is (are) REAL COMMUNITY SERVICES, LLC, 9305 S KEITH ST., L.A., CA 90003. This Business is conducted by: A LIMITED LIABILITY COMPANY. Signed: ANA CARLA ANDAL ZELA PAZ. This statement was filed with the County Clerk of Los Angeles County on 09/07/2016. The registrant(s) has (have) commenced to transact business under the fictitious business name or names listed above on N/A. NOTICE: This Fictitious Name Statement expires five years from the date it was filed in the office of the County Clerk. A new Fictitious Business Name Statement must be filed prior to that date. The filing of this statement does not of itself authorize the use in this state of a Fictitious Business Name in violation of the rights of another under Federal, State, or common law (See section 14411 et seq. Business and Professions Code)Publish: Mountain Views News: [461, 1204, 682, 1385]
- notice-publish-dates: Dates Pub: Sept. 10, 17, 24, Oct. 01, 2016: [8, 1425, 162, 1436]
- legal-notice: [915, 64, 1136, 274]
- notice-publish-dates: Dates Pub: Sept. 10, 17, 24, Oct. 01, 2016: [915, 969, 1068, 980]
- notice-publish-dates: Dates Pub: Sept. 10, 17, 24, Oct. 01, 2016: [688, 274, 842, 285]
- legal-notice: [461, 64, 682, 274]
- notice-heading: FICTITIOUS BUSINESS NAME STATEMENT File No. 2016-216605: [688, 292, 909, 312]
- legal-notice: [461, 1840, 682, 1970]
- notice-body: The following person(s) is (are) doing business as ROSEGOLD INVESTMENTS, 25550 MADISON PKWY STE 200, VALENCIA, CA 91355. Mailing address: 20910 PERIDOT WAY, VALENCIA, CA 91355. Full name of registrant(s) is (are) MASTER INVESTMENT GROUP, 25550 MADISON PKWY STE 200, VALENCIA, CA 91355. This Business is conducted by: A CORPORATION.: [915, 1819, 1136, 1889]
- legal-notice: [688, 947, 909, 1157]
- legal-notice: [461, 729, 682, 949]
- legal-notice: [8, 1205, 229, 1436]
- notice-heading: FICTITIOUS BUSINESS NAME STATEMENT File No. 2016-221515: [688, 729, 909, 749]
- legal-notice: [688, 1403, 909, 1624]
- notice-publish-dates: Dates Pub: Sept. 10, 17, 24, Oct. 01, 2016: [461, 1166, 615, 1177]
- legal-notice: [461, 1403, 682, 1613]
- notice-heading: FICTITIOUS BUSINESS NAME STATEMENT File No. 2016-217673: [234, 986, 455, 1007]
- notice-heading: FICTITIOUS BUSINESS NAME STATEMENT File No. 2016-221348: [461, 1621, 682, 1641]
- notice-body: The following person(s) is (are) doing business as LORENZO'S SANDWICHES, 6905 E NORWALK BLVD., WHITTIER, CA 90606. Full name of registrant(s) is (are) LORENZO DOROTEO SALGADO, 6905 E NORWALK BLVD., WHITTIER, CA 90606. This Business is conducted by: AN INDIVIDUAL. Signed: LORENZO DOROTEO SALGADO. This statement was filed with the County Clerk of Los Angeles County on 08/31/2016. The registrant(s) has (have) commenced to transact business under the fictitious business name or names listed above on N/A. NOTICE: This Fictitious Name Statement expires five years from the date it was filed in the office of the County Clerk. A new Fictitious Business Name Statement must be filed prior to that date. The filing of this statement does not of itself authorize the use in this state of a Fictitious Business Name in violation of the rights of another under Federal, State, or common law (See section 14411 et seq. Business and Professions Code)Publish: Mountain Views News: [688, 1651, 909, 1832]
- notice-heading: FICTITIOUS BUSINESS NAME STATEMENT File No. 2016-221165: [688, 1403, 909, 1423]
- footer-email[interactable]: Email: editor@mtnviewsnews.com: [866, 2556, 1091, 2571]
- notice-publish-dates: Dates Pub: Sept. 10, 17, 24, Oct. 01, 2016: [8, 1187, 162, 1198]
- notice-heading: FICTITIOUS BUSINESS NAME STATEMENT File No. 2016-219384: [915, 1443, 1136, 1463]
- notice-body: The following person(s) is (are) doing business as BEACH CITY CONSULTANT, 2165 STEARNLEE AVE., LONG BEACH, CA 90815. Full name of registrant(s) is (are) DARVIN FRANCO, 2165 STEARNLEE AVE., LONG BEACH, CA 90815. This Business is conducted by: AN INDIVIDUAL. Signed: DARVIN FRANCO. This statement was filed with the County Clerk of Los Angeles County on 08/26/2016. The registrant(s) has (have) commenced to transact business under the fictitious business name or names listed above on 08/2016. NOTICE: This Fictitious Name Statement expires five years from the date it was filed in the office of the County Clerk. A new Fictitious Business Name Statement must be filed prior to that date. The filing of this statement does not of itself authorize the use in this state of a Fictitious Business Name in violation of the rights of another under Federal, State, or common law (See section 14411 et seq. Business and Professions Code)Publish: Mountain Views News: [8, 1463, 229, 1644]
- notice-heading: FICTITIOUS BUSINESS NAME STATEMENT File No. 2016-219651: [234, 64, 455, 85]
- notice-body: The following person(s) is (are) doing business as GALICIA TOWING, 6625 DARWELL AVE., BELL GARDENS, CA 90201. Full name of registrant(s) is (are) ANGEL JACOBO GALICIA SORIANO, 6625 DARWELL AVE., BELL GARDENS, CA 90201. This Business is conducted by: AN INDIVIDUAL. Signed: ANGEL JACOBO GALICIA SORIANO. This statement was filed with the County Clerk of Los Angeles County on 09/02/2016. The registrant(s) has (have) commenced to transact business under the fictitious business name or names listed above on N/A. NOTICE: This Fictitious Name Statement expires five years from the date it was filed in the office of the County Clerk. A new Fictitious Business Name Statement must be filed prior to that date. The filing of this statement does not of itself authorize the use in this state of a Fictitious Business Name in violation of the rights of another under Federal, State, or common law (See section 14411 et seq. Business and Professions Code)Publish: Mountain Views News: [461, 977, 682, 1167]
- notice-body: The following person(s) is (are) doing business as OPTOMETRY OPTOMETRY, 17158 COLIMA RD. STE B, HACIENDA HTS., CA 91745-6737. Full name of registrant(s) is (are) ALVIN KY OPTOMETRY, INC., 433 OAK KNOLL DR., GLENDORA, CA 91741. This Business is conducted by: A CORPORATION. Signed: ALVIN KHANYANG LO. This statement was filed with the County Clerk of Los Angeles County on 09/08/2016. The registrant(s) has (have) commenced to transact business under the fictitious business name or names listed above on 06/1993. NOTICE: This Fictitious Name Statement expires five years from the date it was filed in the office of the County Clerk. A new Fictitious Business Name Statement must be filed prior to that date. The filing of this statement does not of itself authorize the use in this state of a Fictitious Business Name in violation of the rights of another under Federal, State, or common law (See section 14411 et seq. Business and Professions Code)Publish: Mountain Views News: [915, 550, 1136, 741]
- notice-publish-dates: Dates Pub: Sept. 10, 17, 24, Oct. 01, 2016: [688, 1385, 842, 1395]
- notice-body: The following person(s) is (are) doing business as KYA AUTO ENTERPRISE, 9619 ARTESIA BLVD., BELLFLOWER, CA 90706. Full name of registrant(s) is (are) KEYLA CRISTINA ALVAREZ, 12585 BENSON AVE., CHINO, CA 91710. This Business is conducted by: AN INDIVIDUAL. Signed: KEYLA CRISTINA ALVAREZ. This statement was filed with the County Clerk of Los Angeles County on 09/07/2016. The registrant(s) has (have) commenced to transact business under the fictitious business name or names listed above on 08/2016. NOTICE: This Fictitious Name Statement expires five years from the date it was filed in the office of the County Clerk. A new Fictitious Business Name Statement must be filed prior to that date. The filing of this statement does not of itself authorize the use in this state of a Fictitious Business Name in violation of the rights of another under Federal, State, or common law (See section 14411 et seq. Business and Professions Code)Publish: Mountain Views News: [688, 966, 909, 1147]
- notice-publish-dates: Dates Pub: Sept. 10, 17, 24, Oct. 01, 2016: [1141, 700, 1295, 711]
- notice-body: The following person(s) is (are) doing business as EZ FINANCE AUTO SALES, 3000 E PACIFIC COAST HWY, LONG BEACH, CA 90804. Full name of registrant(s) is (are) KNS AUTOMOTIVE GROUP, LLC, 3000 E PACIFIC COAST HWY, LONG BEACH, CA 90804. This Business is conducted by: A LIMITED LIABILITY COMPANY. Signed: BILLY R. GATES. This statement was filed with the County Clerk of Los Angeles County on 09/08/2016. The registrant(s) has (have) commenced to transact business under the fictitious business name or names listed above on N/A. NOTICE: This Fictitious Name Statement expires five years from the date it was filed in the office of the County Clerk. A new Fictitious Business Name Statement must be filed prior to that date. The filing of this statement does not of itself authorize the use in this state of a Fictitious Business Name in violation of the rights of another under Federal, State, or common law (See section 14411 et seq. Business and Professions Code)Publish: Mountain Views News: [461, 302, 682, 493]
- legal-notice: [1141, 1759, 1362, 1859]
- notice-heading: FICTITIOUS BUSINESS NAME STATEMENT File No. 2016-219204: [688, 64, 909, 85]
- notice-column: [234, 64, 455, 2543]
- notice-heading: FICTITIOUS BUSINESS NAME STATEMENT File No. 2016-220627: [1141, 1867, 1362, 1887]
- notice-heading: FICTITIOUS BUSINESS NAME STATEMENT File No. 2016-220603: [915, 1799, 1136, 1819]
- notice-body: The following person(s) is (are) doing business as JC DESIGNS MILLWORK & CABINETRY, 6524 FISHBURN AVE., BELL, CA 90201. Full name of registrant(s) is (are) JONATHAN CAZARES IBARRA, 6524 FISHBURN AVE., BELL, CA 90201. This Business is conducted by: AN INDIVIDUAL. Signed: JONATHAN CAZARES IBARRA. This statement was filed with the County Clerk of Los Angeles County on 09/02/2016. The registrant(s) has (have) commenced to transact business under the fictitious business name or names listed above on N/A. NOTICE: This Fictitious Name Statement expires five years from the date it was filed in the office of the County Clerk. A new Fictitious Business Name Statement must be filed prior to that date. The filing of this statement does not of itself authorize the use in this state of a Fictitious Business Name in violation of the rights of another under Federal, State, or common law (See section 14411 et seq. Business and Professions Code)Publish: Mountain Views News: [688, 84, 909, 274]
- dateline: Mountain Views News Saturday, September 10, 2016: [1046, 37, 1360, 52]
- notice-body: The following person(s) is (are) doing business as SHERMAN OAKS INN, LLC, 1011 S ATLANTIC AVE., COMPTON, CA 90221. Full name of registrant(s) is (are) SHERMAN OAKS INN, LLC, 1011 S ATLANTIC AVE., COMPTON, CA 90221. This Business is conducted by: A LIMITED LIABILITY COMPANY. Signed: RAJESH PATEL. This statement was filed with the County Clerk of Los Angeles County on 08/30/2016. The registrant(s) has (have) commenced to transact business under the fictitious business name or names listed above on 01/2007. NOTICE: This Fictitious Name Statement expires five years from the date it was filed in the office of the County Clerk. A new Fictitious Business Name Statement must be filed prior to that date. The filing of this statement does not of itself authorize the use in this state of a Fictitious Business Name in violation of the rights of another under Federal, State, or common law (See section 14411 et seq. Business and Professions Code)Publish: Mountain Views News: [1141, 738, 1362, 919]
- legal-notice: [8, 1662, 229, 1872]
- footer: [0, 2551, 1370, 2576]
- notice-publish-dates: Dates Pub: Sept. 10, 17, 24, Oct. 01, 2016: [8, 2079, 162, 2090]
- legal-notice: [915, 282, 1136, 522]
- legal-notice: [915, 1662, 1136, 1792]
- notice-body: The following person(s) is (are) doing business as EXTREME WOODWORK DOORS & WINDOWS, 515 S. RAYMOND AVE., #B, ALHAMBRA, CA 91803. Full name of registrant(s) is (are) JIANMIN TRANG, 719 GARVALIA AVE., ROSEMEAD, CA 91770. This Business is conducted by: AN INDIVIDUAL. Signed: JIANMIN TRANG. This statement was filed with the County Clerk of Los Angeles County on 08/31/2016. The registrant(s) has (have) commenced to transact business under the fictitious business name or names listed above on N/A. NOTICE: This Fictitious Name Statement expires five years from the date it was filed in the office of the County Clerk. A new Fictitious Business Name Statement must be filed prior to that date. The filing of this statement does not of itself authorize the use in this state of a Fictitious Business Name in violation of the rights of another under Federal, State, or common law (See section 14411 et seq. Business and Professions Code)Publish: Mountain Views News: [461, 84, 682, 265]
- notice-body: The following person(s) is (are) doing business as SHOMDOUTZCY, 1361 W 22ND ST., L.A., CA 90007. Full name of registrant(s) is (are) IAN P ROBICHAUD, 1361 W 22ND ST., L.A., CA 90007; LEOPOLDO ABRAHAM CAZARES, 1361 W 22ND ST., L.A., CA 90007. This Business is conducted by: A GENERAL PARTNERSHIP. Signed: IAN P ROBICHAUD. This statement was filed with the County Clerk of Los Angeles County on 09/08/2016. The registrant(s) has (have) commenced to transact business under the fictitious business name or names listed above on N/A. NOTICE: This Fictitious Name Statement expires five years from the date it was filed in the office of the County Clerk. A new Fictitious Business Name Statement must be filed prior to that date. The filing of this statement does not of itself authorize the use in this state of a Fictitious Business Name in violation of the rights of another under Federal, State, or common law (See section 14411 et seq. Business and Professions Code)Publish: Mountain Views News: [1141, 956, 1362, 1147]
- notice-publish-dates: Dates Pub: Sept. 10, 17, 24, Oct. 01, 2016: [915, 1643, 1068, 1654]
- notice-column: [915, 64, 1136, 2543]
- notice-body: The following person(s) is (are) doing business as JESSICA'S EMPORIUM, 6297 LOVELAND ST., BELL GARDENS, CA 90201. Full name of registrant(s) is (are) SUZANA DIAZ, 6297 LOVELAND ST., BELL GARDENS, CA 90201. This Business is conducted by: AN INDIVIDUAL. Signed: SUZANA DIAZ. This statement was filed with the County Clerk of Los Angeles County on 08/31/2016. The registrant(s) has (have) commenced to transact business under the fictitious business name or names listed above on N/A. NOTICE: This Fictitious Name Statement expires five years from the date it was filed in the office of the County Clerk. A new Fictitious Business Name Statement must be filed prior to that date. The filing of this statement does not of itself authorize the use in this state of a Fictitious Business Name in violation of the rights of another under Federal, State, or common law (See section 14411 et seq. Business and Professions Code)Publish: Mountain Views News: [688, 312, 909, 493]
- notice-publish-dates: Dates Pub: Sept. 10, 17, 24, Oct. 01, 2016: [461, 492, 615, 503]
- legal-notice: [461, 282, 682, 503]
- notice-publish-dates: Dates Pub: Sept. 10, 17, 24, Oct. 01, 2016: [1141, 1741, 1295, 1752]
- notice-body: The following person(s) is (are) doing business as ROYAL MASSAGE, 159 E. HUNTINGTON DR., ARCADIA, CA 91006. Full name of registrant(s) is (are) BILING HUANG, 159 E. HUNTINGTON DR., ARCADIA, CA 91006. This Business is conducted by: AN INDIVIDUAL. Signed: BILING HUANG. This statement was filed with the County Clerk of Los Angeles County on 09/08/2016. The registrant(s) has (have) commenced to transact business under the fictitious business name or names listed above on N/A. NOTICE: This Fictitious Name Statement expires five years from the date it was filed in the office of the County Clerk. A new Fictitious Business Name Statement must be filed prior to that date. The filing of this statement does not of itself authorize the use in this state of a Fictitious Business Name in violation of the rights of another under Federal, State, or common law (See section 14411 et seq. Business and Professions Code)Publish: Mountain Views News: [1141, 84, 1362, 265]
- legal-notice: [915, 1800, 1136, 1900]
- notice-publish-dates: Dates Pub: Sept. 10, 17, 24, Oct. 01, 2016: [688, 1831, 842, 1842]
- notice-heading: FICTITIOUS BUSINESS NAME STATEMENT File No. 2016-220199: [8, 748, 229, 769]
- notice-body: The following person(s) is (are) doing business as JUMPING 1 TON, 4021 MAINE AVE., BALDWIN PARK, CA 91706. Full name of registrant(s) is (are) LAURA CHAN, 4021 MAINE AVE., BALDWIN PARK, CA 91706. This Business is conducted by: AN INDIVIDUAL. Signed: CLAUDIA A CHAN. This statement was filed with the County Clerk of Los Angeles County on 09/07/2016. The registrant(s) has (have) commenced to transact business under the fictitious business name or names listed above on N/A. NOTICE: This Fictitious Name Statement expires five years from the date it was filed in the office of the County Clerk. A new Fictitious Business Name Statement must be filed prior to that date. The filing of this statement does not of itself authorize the use in this state of a Fictitious Business Name in violation of the rights of another under Federal, State, or common law (See section 14411 et seq. Business and Professions Code)Publish: Mountain Views News: [688, 748, 909, 929]
- notice-heading: FICTITIOUS BUSINESS NAME STATEMENT File No. 2016-216628: [688, 1630, 909, 1652]
- notice-publish-dates: Dates Pub: Sept. 10, 17, 24, Oct. 01, 2016: [915, 1425, 1068, 1436]
- notice-body: The following person(s) is (are) doing business as 777 EXOTIC, 2900 S ROBERTSON BLVD., L.A., CA 90034. Full name of registrant(s) is (are) 777 EXOTIC CAR RENTALS INC., 8805 SAN GABRIEL BLVD., SAN GABRIEL, CA 91776. This Business is conducted by: A CORPORATION. Signed: OSCAR ISRAEL CASTILLO. This statement was filed with the County Clerk of Los Angeles County on 09/08/2016. The registrant(s) has (have) commenced to transact business under the fictitious business name or names listed above on N/A. NOTICE: This Fictitious Name Statement expires five years from the date it was filed in the office of the County Clerk. A new Fictitious Business Name Statement must be filed prior to that date. The filing of this statement does not of itself authorize the use in this state of a Fictitious Business Name in violation of the rights of another under Federal, State, or common law (See section 14411 et seq. Business and Professions Code)Publish: Mountain Views News: [8, 84, 229, 265]
- notice-publish-dates: Dates Pub: Sept. 10, 17, 24, Oct. 01, 2016: [688, 710, 842, 721]
- notice-heading: FICTITIOUS BUSINESS NAME STATEMENT File No. 2016-212728: [8, 1443, 229, 1463]
- notice-heading: FICTITIOUS BUSINESS NAME STATEMENT File No. 2016-222500: [915, 530, 1136, 551]
- notice-body: The following person(s) is (are) doing business as ONE DIRECTION MANAGEMENT, 9354 GREENWELL ST APT 3, BELLFLOWER, CA 90706. Full name of registrant(s) is (are) FRANCISCO TAPIA, 9354 GREENWELL ST APT 3, BELLFLOWER, CA 90706; ELIZABETH KRISTEN JAPAKKIMENEE, 9354 GREENWELL ST APT 3, BELLFLOWER, CA 90706. This Business is conducted by: A GENERAL PARTNERSHIP. Signed: FRANCISCO TAPIA. This statement was filed with the County Clerk of Los Angeles County on 09/06/2016. The registrant(s) has (have) commenced to transact business under the fictitious business name or names listed above on N/A. NOTICE: This Fictitious Name Statement expires five years from the date it was filed in the office of the County Clerk. A new Fictitious Business Name Statement must be filed prior to that date. The filing of this statement does not of itself authorize the use in this state of a Fictitious Business Name in violation of the rights of another under Federal, State, or common law (See section 14411 et seq. Business and Professions Code)Publish: Mountain Views News: [915, 302, 1136, 513]
- notice-publish-dates: Dates Pub: Sept. 10, 17, 24, Oct. 01, 2016: [1141, 264, 1295, 274]
- notice-heading: FICTITIOUS BUSINESS NAME STATEMENT File No. 2016-217563: [1141, 1164, 1362, 1185]
- notice-heading: FICTITIOUS BUSINESS NAME STATEMENT File No. 2016-217903: [461, 510, 682, 531]
- notice-body: The following person(s) is (are) doing business as A & K CUSTOM PAINTING, 2602 DEODAR RD., POMONA, CA 91767. Full name of registrant(s) is (are) ANTONIO GONZALES, 2602 DEODAR RD., POMONA, CA 91767; YESENIA R. GONZALEZ, 2602 DEODAR RD., POMONA, CA 91767. This Business is conducted by: A MARRIED COUPLE. Signed: ANTONIO GONZALES. This statement was filed with the County Clerk of Los Angeles County on 08/25/2016. The registrant(s) has (have) commenced to transact business under the fictitious business name or names listed above on N/A. NOTICE: This Fictitious Name Statement expires five years from the date it was filed in the office of the County Clerk. A new Fictitious Business Name Statement must be filed prior to that date. The filing of this statement does not of itself authorize the use in this state of a Fictitious Business Name in violation of the rights of another under Federal, State, or common law (See section 14411 et seq. Business and Professions Code)Publish: Mountain Views News: [8, 302, 229, 493]
- notice-body: The following person(s) is (are) doing business as GERMAN'S NURSERY, 2572 E ANCHOR, SALT, 7 E PICO BLVD., L.A., CA 90015. Full name of registrant(s) is (are) GERMAN SANTOS, 7 E PICO BLVD., L.A., CA 90015. This Business is conducted by: AN INDIVIDUAL. Signed: GERMAN SANTOS. This statement was filed with the County Clerk of Los Angeles County on 09/01/2016. The registrant(s) has (have) commenced to transact business under the fictitious business name or names listed above on N/A. NOTICE: This Fictitious Name Statement expires five years from the date it was filed in the office of the County Clerk. A new Fictitious Business Name Statement must be filed prior to that date. The filing of this statement does not of itself authorize the use in this state of a Fictitious Business Name in violation of the rights of another under Federal, State, or common law (See section 14411 et seq. Business and Professions Code)Publish: Mountain Views News: [461, 1422, 682, 1603]
- notice-heading: FICTITIOUS BUSINESS NAME STATEMENT File No. 2016-219979: [234, 1422, 455, 1444]
- legal-notice: [915, 759, 1136, 980]
- notice-publish-dates: Dates Pub: Sept. 10, 17, 24, Oct. 01, 2016: [688, 928, 842, 939]
- legal-notice: [8, 977, 229, 1198]
- legal-notice: [461, 957, 682, 1178]
- legal-notice: [8, 511, 229, 741]
- notice-publish-dates: Dates Pub: Sept. 10, 17, 24, Oct. 01, 2016: [8, 2298, 162, 2308]
- legal-notice: [688, 1849, 909, 1959]
- notice-heading: FICTITIOUS BUSINESS NAME STATEMENT File No. 2016-222589: [915, 758, 1136, 779]
- notice-publish-dates: Dates Pub: Sept. 10, 17, 24, Oct. 01, 2016: [1141, 1623, 1295, 1633]
- notice-publish-dates: Dates Pub: Sept. 10, 17, 24, Oct. 01, 2016: [461, 1959, 615, 1970]
- notice-body: The following person(s) is (are) doing business as BEST CLASS UPHOLSTERY, 2918 W PICO BLVD., L.A., CA 90006. Full name of registrant(s) is (are) JAIME RENE CHOJ, 2918 W PICO BLVD., L.A., CA 90006. This Business is conducted by: AN INDIVIDUAL. Signed: JAIME RENE CHOJ. This statement was filed with the County Clerk of Los Angeles County on 08/30/2016. The registrant(s) has (have) commenced to transact business under the fictitious business name or names listed above on N/A. NOTICE: This Fictitious Name Statement expires five years from the date it was filed in the office of the County Clerk. A new Fictitious Business Name Statement must be filed prior to that date. The filing of this statement does not of itself authorize the use in this state of a Fictitious Business Name in violation of the rights of another under Federal, State, or common law (See section 14411 et seq. Business and Professions Code)Publish: Mountain Views News: [8, 1899, 229, 2080]
- notice-heading: FICTITIOUS BUSINESS NAME STATEMENT File No. 2016-220913: [688, 510, 909, 531]
- legal-notice: [1141, 282, 1362, 492]
- legal-notice: [234, 1889, 455, 2029]
- notice-body: The following person(s) is (are) doing business as ROCA TRUCKING, 13491 W 109TH ST., L.A., CA 90044. Full name of registrant(s) is (are) DONALD MONSON ESPINOZA, 13491 W 109TH ST., L.A., CA 90044. This Business is conducted by: AN INDIVIDUAL. Signed: DONALD MONSON ESPINOZA. This statement was filed with the County Clerk of Los Angeles County on 09/07/2016. The registrant(s) has (have) commenced to transact business under the fictitious business name or names listed above on N/A.: [915, 1681, 1136, 1781]
- legal-notice: [915, 986, 1136, 1207]
- notice-body: The following person(s) is (are) doing business as A-1 MOBILE LOCK & KEY SERVICES, 6615 SCYLLE AVE., HUNTINGTON PARK, CA 90255. Full name of registrant(s) is (are) MARIA D VIDAL VIDA DE MALDONADO, 6615 CYPRESS AVE., HUNTINGTON PARK, CA 90255. This Business is conducted by: AN INDIVIDUAL. Signed: MARIA D VIDAL VIDA DE MALDONADO. This statement was filed with the County Clerk of Los Angeles County on 08/31/2016. The registrant(s) has (have) commenced to transact business under the fictitious business name or names listed above on N/A. NOTICE: This Fictitious Name Statement expires five years from the date it was filed in the office of the County Clerk. A new Fictitious Business Name Statement must be filed prior to that date. The filing of this statement does not of itself authorize the use in this state of a Fictitious Business Name in violation of the rights of another under Federal, State, or common law (See section 14411 et seq. Business and Professions Code)Publish: Mountain Views News: [8, 530, 229, 731]
- legal-notice: [234, 986, 455, 1197]
- notice-publish-dates: Dates Pub: Sept. 10, 17, 24, Oct. 01, 2016: [915, 1889, 1068, 1900]
- legal-notice: [688, 64, 909, 285]
- notice-publish-dates: Dates Pub: Sept. 10, 17, 24, Oct. 01, 2016: [461, 710, 615, 721]
- notice-publish-dates: Dates Pub: Sept. 10, 17, 24, Oct. 01, 2016: [1141, 918, 1295, 929]
- legal-notice: [688, 1164, 909, 1395]
- notice-heading: FICTITIOUS BUSINESS NAME STATEMENT File No. 2016-222880: [1141, 936, 1362, 957]
- legal-notice: [688, 1631, 909, 1842]
- notice-heading: FICTITIOUS BUSINESS NAME STATEMENT File No. 2016-215015: [1141, 718, 1362, 738]
- notice-heading: FICTITIOUS BUSINESS NAME STATEMENT File No. 2016-216577: [1141, 500, 1362, 520]
- notice-publish-dates: Dates Pub: Sept. 10, 17, 24, Oct. 01, 2016: [688, 1613, 842, 1624]
- legal-notice: [461, 1185, 682, 1395]
